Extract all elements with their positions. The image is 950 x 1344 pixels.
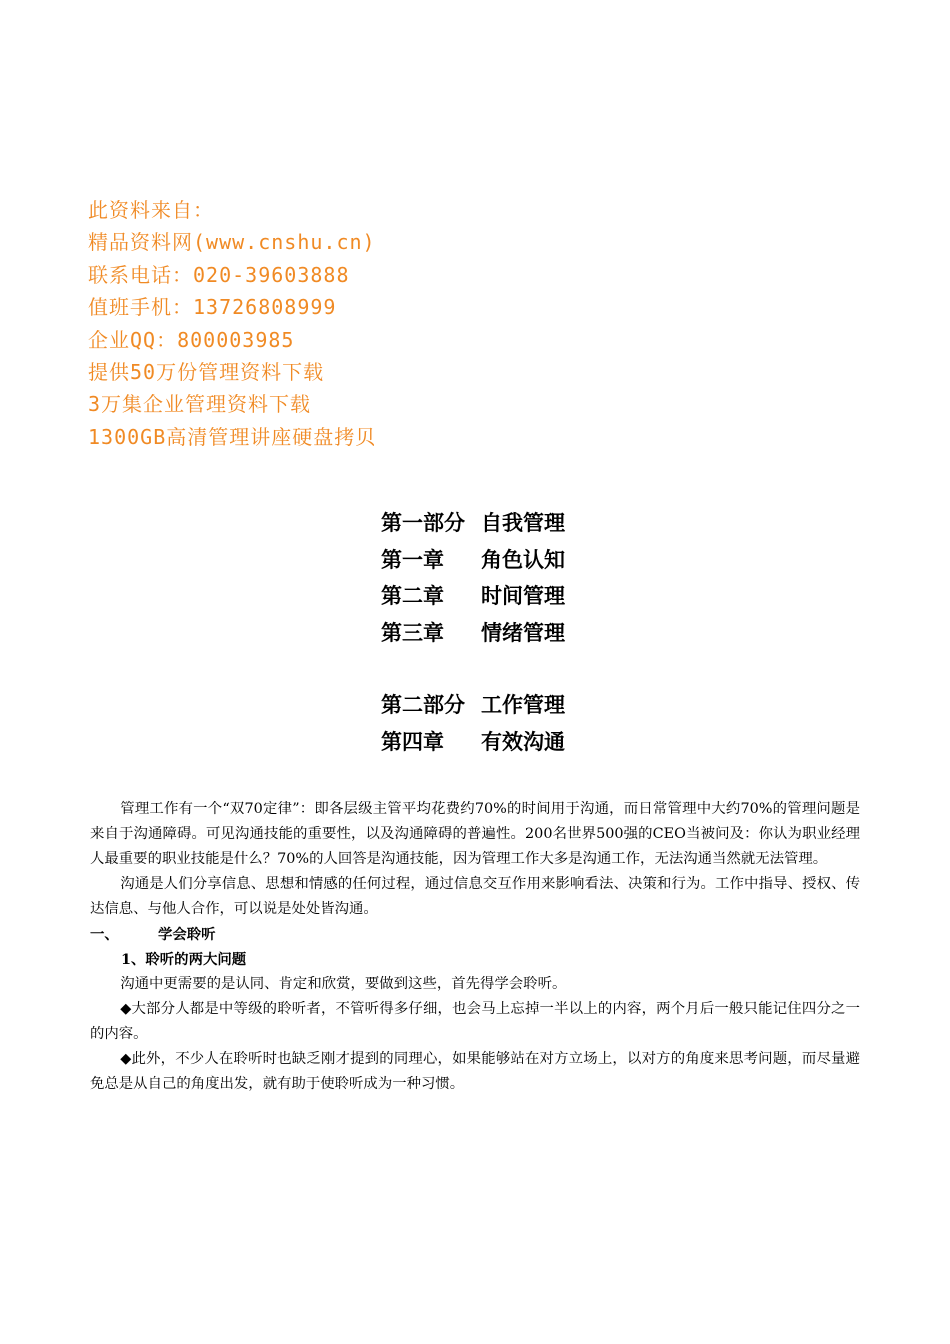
toc-title: 情绪管理 xyxy=(481,620,565,645)
source-offer-line: 提供50万份管理资料下载 xyxy=(88,360,325,385)
source-phone-line: 联系电话：020-39603888 xyxy=(88,262,350,287)
toc-title: 有效沟通 xyxy=(481,729,565,754)
source-line: 此资料来自： xyxy=(88,198,214,222)
paragraph: 沟通中更需要的是认同、肯定和欣赏，要做到这些，首先得学会聆听。 xyxy=(120,976,567,992)
toc-title: 自我管理 xyxy=(481,511,565,535)
toc-chapter-3 xyxy=(381,615,565,652)
toc-number: 第二章 xyxy=(381,584,444,608)
toc-title: 工作管理 xyxy=(481,693,565,717)
source-info-block xyxy=(88,194,376,453)
paragraph: 管理工作有一个“双70定律”：即各层级主管平均花费约70%的时间用于沟通，而日常管理中大约70%的管理问题是来自于沟通障碍。可见沟通技能的重要性，以及沟通障碍的普遍性。200名世界500强的CEO当被问及：你认为职业经理人最重要的职业技能是什么？70%的人回答是沟通技能，因为管理工作大多是沟通工作，无法沟通当然就无法管理。 xyxy=(90,801,860,867)
source-website-line: 精品资料网(www.cnshu.cn) xyxy=(88,230,376,255)
source-qq-line: 企业QQ：800003985 xyxy=(88,327,295,352)
toc-chapter-2 xyxy=(381,578,565,615)
toc-number: 第三章 xyxy=(381,620,444,645)
section-title: 学会聆听 xyxy=(158,926,216,943)
bullet-paragraph: ◆此外，不少人在聆听时也缺乏刚才提到的同理心，如果能够站在对方立场上，以对方的角度来思考问题，而尽量避免总是从自己的角度出发，就有助于使聆听成为一种习惯。 xyxy=(90,1051,860,1092)
toc-part-2 xyxy=(381,687,565,724)
section-heading xyxy=(90,922,860,947)
paragraph: 沟通是人们分享信息、思想和情感的任何过程，通过信息交互作用来影响看法、决策和行为。工作中指导、授权、传达信息、与他人合作，可以说是处处皆沟通。 xyxy=(90,876,860,917)
toc-title: 时间管理 xyxy=(481,584,565,608)
source-offer-line: 3万集企业管理资料下载 xyxy=(88,392,312,417)
toc-number: 第二部分 xyxy=(381,693,465,717)
toc-number: 第一章 xyxy=(381,547,444,572)
toc-chapter-4 xyxy=(381,724,565,761)
toc-title: 角色认知 xyxy=(481,547,565,572)
source-offer-line: 1300GB高清管理讲座硬盘拷贝 xyxy=(88,424,377,449)
table-of-contents xyxy=(381,505,565,760)
source-mobile-line: 值班手机：13726808999 xyxy=(88,295,337,320)
toc-chapter-1 xyxy=(381,542,565,579)
body-text xyxy=(90,797,860,1097)
toc-number: 第四章 xyxy=(381,729,444,754)
bullet-paragraph: ◆大部分人都是中等级的聆听者，不管听得多仔细，也会马上忘掉一半以上的内容，两个月后一般只能记住四分之一的内容。 xyxy=(90,1001,860,1042)
subsection-heading: 1、聆听的两大问题 xyxy=(121,951,247,968)
toc-number: 第一部分 xyxy=(381,511,465,535)
section-number: 一、 xyxy=(90,926,119,943)
toc-part-1 xyxy=(381,505,565,542)
